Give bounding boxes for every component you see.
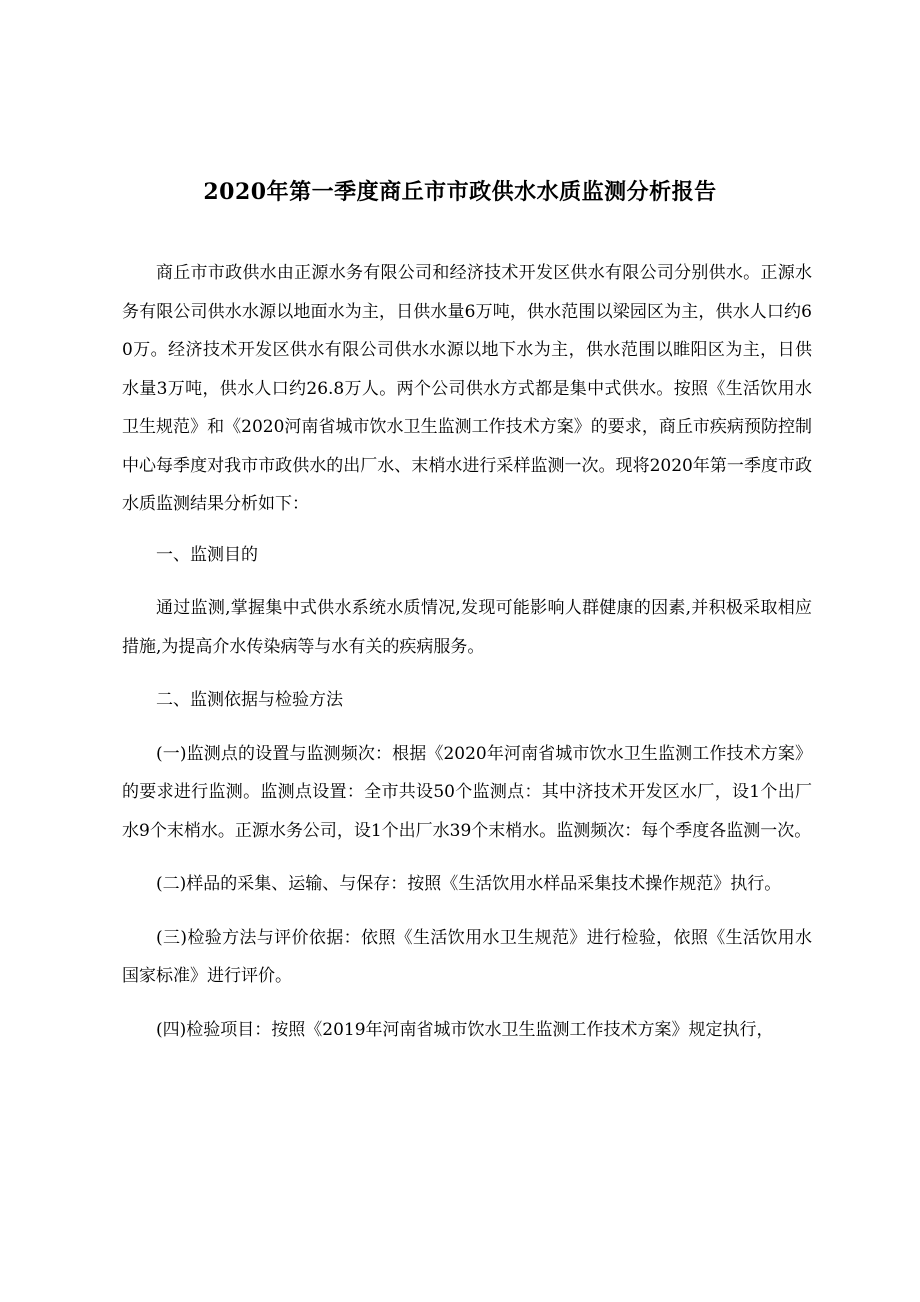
paragraph-test-items: (四)检验项目：按照《2019年河南省城市饮水卫生监测工作技术方案》规定执行， (156, 1019, 774, 1040)
heading-basis-methods: 二、监测依据与检验方法 (156, 690, 343, 710)
heading-monitoring-purpose: 一、监测目的 (156, 544, 258, 565)
document-title: 2020年第一季度商丘市市政供水水质监测分析报告 (203, 179, 717, 205)
paragraph-sample-collection: (二)样品的采集、运输、与保存：按照《生活饮用水样品采集技术操作规范》执行。 (156, 874, 782, 894)
document-body (122, 254, 812, 1049)
paragraph-intro: 商丘市市政供水由正源水务有限公司和经济技术开发区供水有限公司分别供水。正源水务有限公司供水水源以地面水为主，日供水量6万吨，供水范围以梁园区为主，供水人口约60万。经济技术开发区供水有限公司供水水源以地下水为主，供水范围以睢阳区为主，日供水量3万吨，供水人口约26.8万人。两个公司供水方式都是集中式供水。按照《生活饮用水卫生规范》和《2020河南省城市饮水卫生监测工作技术方案》的要求，商丘市疾病预防控制中心每季度对我市市政供水的出厂水、末梢水进行采样监测一次。现将2020年第一季度市政水质监测结果分析如下： (122, 263, 812, 514)
paragraph-test-methods: (三)检验方法与评价依据：依照《生活饮用水卫生规范》进行检验，依照《生活饮用水国家标准》进行评价。 (122, 927, 812, 986)
paragraph-purpose: 通过监测,掌握集中式供水系统水质情况,发现可能影响人群健康的因素,并积极采取相应措施,为提高介水传染病等与水有关的疾病服务。 (122, 598, 812, 657)
paragraph-monitoring-points: (一)监测点的设置与监测频次：根据《2020年河南省城市饮水卫生监测工作技术方案》的要求进行监测。监测点设置：全市共设50个监测点：其中济技术开发区水厂，设1个出厂水9个末梢水。正源水务公司，设1个出厂水39个末梢水。监测频次：每个季度各监测一次。 (122, 743, 812, 841)
